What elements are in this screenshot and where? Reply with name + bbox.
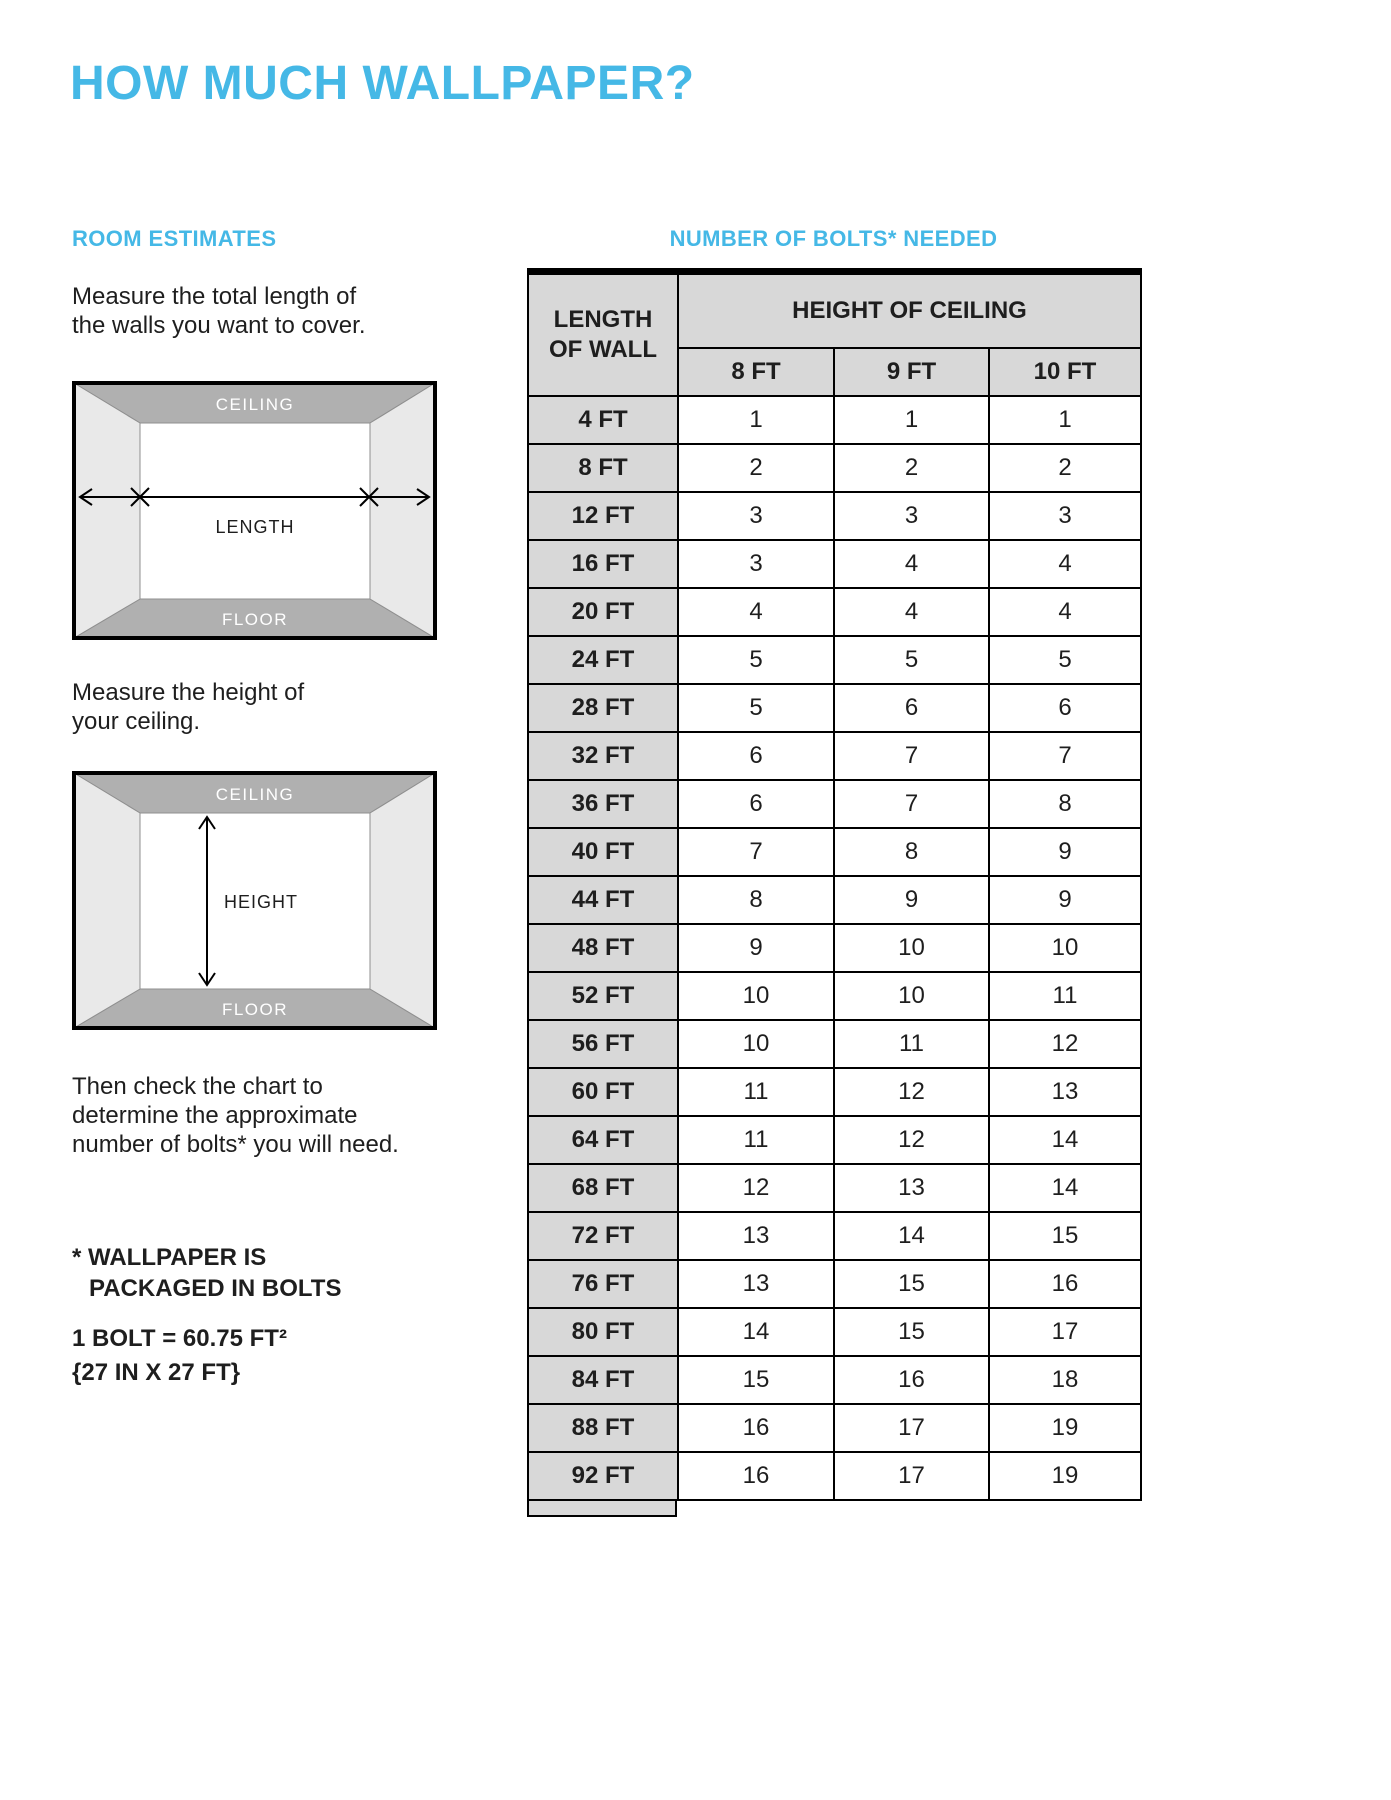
table-row — [528, 1116, 1141, 1164]
bolt-count-cell: 15 — [834, 1308, 989, 1356]
bolt-count-cell: 10 — [678, 972, 834, 1020]
text-line: the walls you want to cover. — [72, 312, 366, 339]
bolt-count-cell: 14 — [834, 1212, 989, 1260]
table-row — [528, 732, 1141, 780]
right-wall-surface — [370, 383, 435, 638]
table-row — [528, 1356, 1141, 1404]
bolt-dimensions: {27 IN X 27 FT} — [72, 1359, 241, 1386]
table-row — [528, 684, 1141, 732]
table-row — [528, 1260, 1141, 1308]
wall-length-cell: 28 FT — [528, 684, 678, 732]
bolt-count-cell: 10 — [678, 1020, 834, 1068]
instruction-length-paragraph — [72, 282, 365, 340]
bolts-needed-heading: NUMBER OF BOLTS* NEEDED — [669, 226, 998, 251]
bolt-count-cell: 5 — [678, 684, 834, 732]
page-title: HOW MUCH WALLPAPER? — [70, 57, 695, 110]
bolt-count-cell: 6 — [834, 684, 989, 732]
bolt-count-cell: 4 — [989, 588, 1141, 636]
bolt-count-cell: 17 — [989, 1308, 1141, 1356]
bolt-count-cell: 4 — [834, 588, 989, 636]
bolt-count-cell: 4 — [678, 588, 834, 636]
wall-length-cell: 48 FT — [528, 924, 678, 972]
bolt-count-cell: 10 — [989, 924, 1141, 972]
instruction-chart-paragraph — [72, 1072, 399, 1159]
table-row — [528, 1308, 1141, 1356]
bolt-count-cell: 12 — [989, 1020, 1141, 1068]
right-wall-surface — [370, 773, 435, 1028]
bolt-count-cell: 11 — [678, 1068, 834, 1116]
back-wall-surface — [140, 423, 370, 599]
bolt-count-cell: 18 — [989, 1356, 1141, 1404]
col-header-9ft: 9 FT — [834, 348, 989, 396]
left-wall-surface — [74, 773, 140, 1028]
bolt-count-cell: 9 — [989, 828, 1141, 876]
table-header-row-1 — [528, 272, 1141, 349]
bolt-count-cell: 7 — [678, 828, 834, 876]
bolt-count-cell: 6 — [678, 732, 834, 780]
text-line: Measure the height of — [72, 679, 305, 706]
bolt-count-cell: 3 — [834, 492, 989, 540]
table-row — [528, 1452, 1141, 1500]
instruction-height-paragraph — [72, 678, 304, 736]
floor-label: FLOOR — [221, 1000, 289, 1019]
wall-length-cell: 40 FT — [528, 828, 678, 876]
text-line: your ceiling. — [72, 708, 201, 735]
bolt-count-cell: 2 — [678, 444, 834, 492]
header-line: OF WALL — [549, 336, 657, 363]
wall-length-cell: 80 FT — [528, 1308, 678, 1356]
wall-length-cell: 60 FT — [528, 1068, 678, 1116]
bolt-count-cell: 12 — [834, 1068, 989, 1116]
wallpaper-bolts-table — [527, 268, 1142, 1501]
ceiling-label: CEILING — [215, 395, 295, 414]
table-row — [528, 396, 1141, 444]
wall-length-cell: 36 FT — [528, 780, 678, 828]
bolt-count-cell: 16 — [678, 1452, 834, 1500]
wall-length-cell: 84 FT — [528, 1356, 678, 1404]
bolt-count-cell: 12 — [678, 1164, 834, 1212]
length-label: LENGTH — [215, 517, 295, 537]
table-row — [528, 444, 1141, 492]
bolt-count-cell: 11 — [678, 1116, 834, 1164]
table-row — [528, 1164, 1141, 1212]
bolt-count-cell: 9 — [989, 876, 1141, 924]
wall-length-cell: 64 FT — [528, 1116, 678, 1164]
bolt-count-cell: 13 — [834, 1164, 989, 1212]
wall-length-cell: 8 FT — [528, 444, 678, 492]
bolt-count-cell: 3 — [678, 492, 834, 540]
table-row — [528, 1212, 1141, 1260]
table-row — [528, 1404, 1141, 1452]
footnote-line: PACKAGED IN BOLTS — [89, 1275, 342, 1302]
wall-length-cell: 12 FT — [528, 492, 678, 540]
bolt-count-cell: 1 — [989, 396, 1141, 444]
bolt-count-cell: 15 — [678, 1356, 834, 1404]
height-label: HEIGHT — [224, 892, 299, 912]
length-of-wall-header — [528, 272, 678, 397]
bolt-count-cell: 3 — [989, 492, 1141, 540]
text-line: Then check the chart to — [72, 1073, 323, 1100]
bolt-count-cell: 8 — [678, 876, 834, 924]
wall-length-cell: 44 FT — [528, 876, 678, 924]
bolt-count-cell: 14 — [678, 1308, 834, 1356]
wall-length-cell: 68 FT — [528, 1164, 678, 1212]
bolt-count-cell: 17 — [834, 1452, 989, 1500]
bolt-count-cell: 14 — [989, 1116, 1141, 1164]
table-row — [528, 924, 1141, 972]
text-line: Measure the total length of — [72, 283, 357, 310]
col-header-10ft: 10 FT — [989, 348, 1141, 396]
wall-length-cell: 16 FT — [528, 540, 678, 588]
bolt-count-cell: 11 — [834, 1020, 989, 1068]
footnote-line: * WALLPAPER IS — [72, 1244, 267, 1271]
table-body — [528, 396, 1141, 1500]
bolt-count-cell: 9 — [834, 876, 989, 924]
table-row — [528, 540, 1141, 588]
table-row — [528, 636, 1141, 684]
wall-length-cell: 88 FT — [528, 1404, 678, 1452]
table-row — [528, 876, 1141, 924]
wall-length-cell: 20 FT — [528, 588, 678, 636]
bolt-count-cell: 5 — [989, 636, 1141, 684]
bolt-count-cell: 5 — [834, 636, 989, 684]
bolt-count-cell: 7 — [834, 732, 989, 780]
bolt-equation: 1 BOLT = 60.75 FT² — [72, 1325, 287, 1352]
bolt-count-cell: 15 — [989, 1212, 1141, 1260]
bolt-count-cell: 14 — [989, 1164, 1141, 1212]
bolt-count-cell: 15 — [834, 1260, 989, 1308]
bolt-count-cell: 10 — [834, 924, 989, 972]
bolt-count-cell: 10 — [834, 972, 989, 1020]
table-bottom-stub — [527, 1501, 677, 1517]
bolt-count-cell: 2 — [989, 444, 1141, 492]
wall-length-cell: 92 FT — [528, 1452, 678, 1500]
text-line: determine the approximate — [72, 1102, 358, 1129]
bolt-count-cell: 16 — [989, 1260, 1141, 1308]
bolt-count-cell: 7 — [989, 732, 1141, 780]
wall-length-cell: 4 FT — [528, 396, 678, 444]
bolt-count-cell: 19 — [989, 1404, 1141, 1452]
wall-length-cell: 52 FT — [528, 972, 678, 1020]
bolt-count-cell: 6 — [989, 684, 1141, 732]
left-wall-surface — [74, 383, 140, 638]
table-row — [528, 828, 1141, 876]
table-row — [528, 972, 1141, 1020]
bolt-count-cell: 11 — [989, 972, 1141, 1020]
room-estimates-heading: ROOM ESTIMATES — [72, 226, 277, 251]
bolt-count-cell: 17 — [834, 1404, 989, 1452]
bolts-table-container — [527, 268, 1142, 1517]
bolt-count-cell: 1 — [834, 396, 989, 444]
bolt-count-cell: 7 — [834, 780, 989, 828]
bolt-count-cell: 13 — [678, 1260, 834, 1308]
bolt-count-cell: 8 — [834, 828, 989, 876]
bolt-count-cell: 3 — [678, 540, 834, 588]
wall-length-cell: 24 FT — [528, 636, 678, 684]
wall-length-cell: 76 FT — [528, 1260, 678, 1308]
bolt-count-cell: 9 — [678, 924, 834, 972]
bolt-count-cell: 19 — [989, 1452, 1141, 1500]
bolt-count-cell: 13 — [678, 1212, 834, 1260]
bolt-count-cell: 5 — [678, 636, 834, 684]
table-row — [528, 588, 1141, 636]
ceiling-label: CEILING — [215, 785, 295, 804]
bolt-count-cell: 1 — [678, 396, 834, 444]
room-height-diagram — [72, 771, 437, 1030]
bolt-count-cell: 4 — [989, 540, 1141, 588]
wall-length-cell: 32 FT — [528, 732, 678, 780]
wall-length-cell: 72 FT — [528, 1212, 678, 1260]
wallpaper-bolts-footnote — [72, 1242, 341, 1304]
bolt-count-cell: 6 — [678, 780, 834, 828]
header-line: LENGTH — [553, 306, 653, 333]
table-row — [528, 1020, 1141, 1068]
bolt-size-info — [72, 1322, 287, 1390]
bolt-count-cell: 13 — [989, 1068, 1141, 1116]
height-of-ceiling-header: HEIGHT OF CEILING — [678, 272, 1141, 349]
table-row — [528, 492, 1141, 540]
bolt-count-cell: 16 — [678, 1404, 834, 1452]
bolt-count-cell: 4 — [834, 540, 989, 588]
bolt-count-cell: 8 — [989, 780, 1141, 828]
floor-label: FLOOR — [221, 610, 289, 629]
col-header-8ft: 8 FT — [678, 348, 834, 396]
table-row — [528, 780, 1141, 828]
bolt-count-cell: 12 — [834, 1116, 989, 1164]
table-row — [528, 1068, 1141, 1116]
bolt-count-cell: 2 — [834, 444, 989, 492]
room-length-diagram — [72, 381, 437, 640]
bolt-count-cell: 16 — [834, 1356, 989, 1404]
wall-length-cell: 56 FT — [528, 1020, 678, 1068]
text-line: number of bolts* you will need. — [72, 1131, 399, 1158]
